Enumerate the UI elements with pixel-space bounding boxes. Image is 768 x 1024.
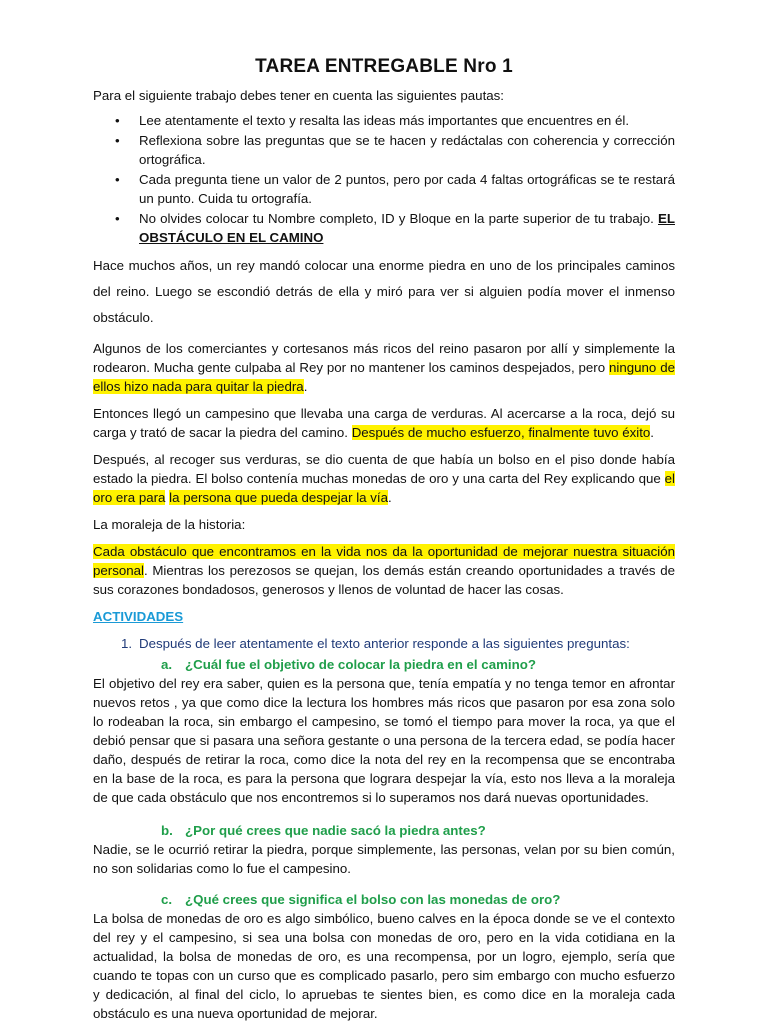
answer-c: La bolsa de monedas de oro es algo simbólico, bueno calves en la época donde se ve el contexto del rey y el campesino, si sea una bolsa con monedas de oro, pero en la vida cotidiana en la actualidad, la bolsa de monedas de oro, es una recompensa, por un logro, ejemplo, sería que cuando te topas con un curso que es complicado pasarlo, pero sim embargo con mucho esfuerzo y dedicación, al final del ciclo, lo apruebas te sientes bien, es como dice en la moraleja cada obstáculo es una nueva oportunidad de mejorar. bbox=[93, 911, 675, 1021]
story-paragraph-4: Después, al recoger sus verduras, se dio cuenta de que había un bolso en el piso donde había estado la piedra. El bolso contenía muchas monedas de oro y una carta del Rey explicando que el oro era para la persona que pueda despejar la vía. bbox=[93, 452, 675, 505]
highlighted-text: Cada obstáculo que encontramos en la vida nos da la oportunidad de mejorar nuestra situación personal bbox=[93, 544, 675, 578]
activities-heading: ACTIVIDADES bbox=[93, 609, 184, 624]
rules-list bbox=[93, 111, 675, 247]
answer-a: El objetivo del rey era saber, quien es la persona que, tenía empatía y no tenga temor en afrontar nuevos retos , ya que como dice la lectura los hombres más ricos que pasaron por esa zona solo lo rodeaban la roca, sin embargo el campesino, se tomó el tiempo para mover la roca, ya que el debió pensar que si pasara una señora gestante o una persona de la tercera edad, se podía hacer daño, después de retirar la roca, como dice la nota del rey en la recompensa que se encontraba en la base de la roca, es para la persona que lograra despejar la vía, esto nos lleva a la moraleja de que cada obstáculo que nos encontremos si lo superamos nos dará nuevas oportunidades. bbox=[93, 676, 675, 805]
question-main: 1. Después de leer atentamente el texto anterior responde a las siguientes preguntas: bbox=[121, 636, 630, 651]
story-paragraph-1: Hace muchos años, un rey mandó colocar una enorme piedra en uno de los principales caminos del reino. Luego se escondió detrás de ella y miró para ver si alguien podía mover el inmenso obstáculo. bbox=[93, 258, 675, 325]
subquestion-b: b. ¿Por qué crees que nadie sacó la piedra antes? bbox=[161, 823, 486, 838]
subquestion-a: a. ¿Cuál fue el objetivo de colocar la piedra en el camino? bbox=[161, 657, 536, 672]
rule-item: • Cada pregunta tiene un valor de 2 puntos, pero por cada 4 faltas ortográficas se te restará un punto. Cuida tu ortografía. bbox=[139, 170, 675, 208]
rule-item: • No olvides colocar tu Nombre completo, ID y Bloque en la parte superior de tu trabajo. EL OBSTÁCULO EN EL CAMINO bbox=[139, 209, 675, 247]
moral-paragraph: Cada obstáculo que encontramos en la vida nos da la oportunidad de mejorar nuestra situación personal. Mientras los perezosos se quejan, los demás están creando oportunidades a través de sus corazones bondadosos, generosos y llenos de voluntad de hacer las cosas. bbox=[93, 544, 675, 597]
story-paragraph-2: Algunos de los comerciantes y cortesanos más ricos del reino pasaron por allí y simplemente la rodearon. Mucha gente culpaba al Rey por no mantener los caminos despejados, pero ninguno de ellos hizo nada para quitar la piedra. bbox=[93, 341, 675, 394]
highlighted-text: Después de mucho esfuerzo, finalmente tuvo éxito bbox=[351, 425, 651, 440]
moral-label: La moraleja de la historia: bbox=[93, 517, 246, 532]
rule-item: • Reflexiona sobre las preguntas que se te hacen y redáctalas con coherencia y corrección ortográfica. bbox=[139, 131, 675, 169]
subquestion-c: c. ¿Qué crees que significa el bolso con las monedas de oro? bbox=[161, 892, 561, 907]
highlighted-text: la persona que pueda despejar la vía bbox=[169, 490, 388, 505]
answer-b: Nadie, se le ocurrió retirar la piedra, porque simplemente, las personas, velan por su bien común, no son solidarias como lo fue el campesino. bbox=[93, 842, 675, 876]
rule-item: • Lee atentamente el texto y resalta las ideas más importantes que encuentres en él. bbox=[139, 111, 675, 130]
document-title: TAREA ENTREGABLE Nro 1 bbox=[255, 56, 513, 77]
story-paragraph-3: Entonces llegó un campesino que llevaba una carga de verduras. Al acercarse a la roca, dejó su carga y trató de sacar la piedra del camino. Después de mucho esfuerzo, finalmente tuvo éxito. bbox=[93, 406, 675, 440]
story-title: EL OBSTÁCULO EN EL CAMINO bbox=[139, 211, 675, 245]
intro-text: Para el siguiente trabajo debes tener en cuenta las siguientes pautas: bbox=[93, 88, 505, 103]
highlighted-text: el oro era para bbox=[93, 471, 675, 505]
highlighted-text: ninguno de ellos hizo nada para quitar la piedra bbox=[93, 360, 675, 394]
